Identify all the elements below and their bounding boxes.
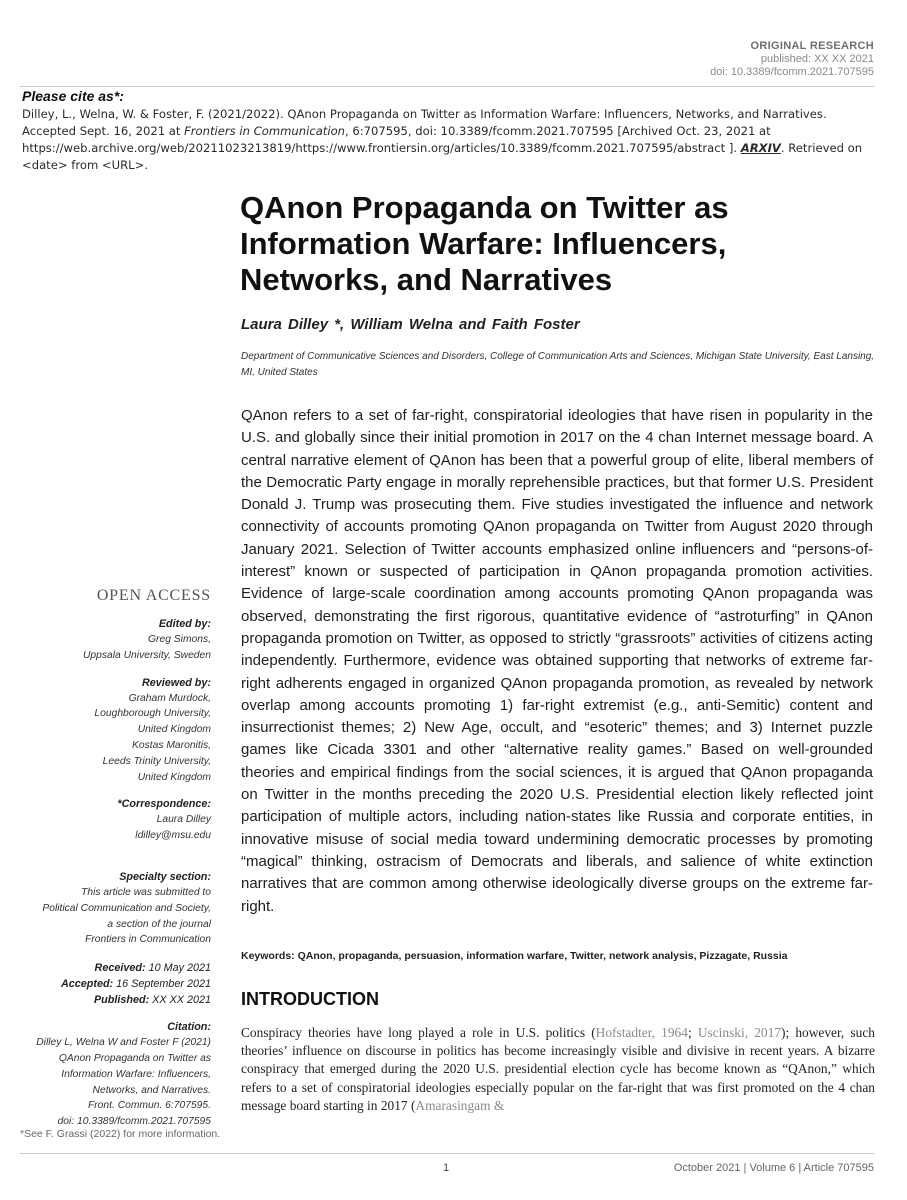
citation-line: doi: 10.3389/fcomm.2021.707595 <box>57 1116 211 1128</box>
reference-link-hofstadter[interactable]: Hofstadter, 1964 <box>595 1025 688 1040</box>
open-access-label: OPEN ACCESS <box>96 587 211 604</box>
citation-line: Front. Commun. 6:707595. <box>87 1100 211 1112</box>
published-value: XX XX 2021 <box>152 994 211 1007</box>
reference-link-amarasingam[interactable]: Amarasingam & <box>415 1097 505 1113</box>
abstract: QAnon refers to a set of far-right, conspiratorial ideologies that have risen in popularity in the U.S. and globally since their initial promotion in 2017 on the 4 chan Internet message board. A central narrative element of QAnon has been that a powerful group of elite, liberal members of the Democratic Party engage in morally reprehensible practices, but that former U.S. President Donald J. Trump was prosecuting them. Five studies investigated the influence and network connectivity of accounts promoting QAnon propaganda on Twitter from August 2020 through January 2021. Selection of Twitter accounts emphasized online influencers and “persons-of-interest” known or suspected of participation in QAnon propaganda promotion activities. Evidence of large-scale coordination among accounts promoting QAnon propaganda was observed, demonstrating the first rigorous, quantitative evidence of “astroturfing” in QAnon propaganda promotion on Twitter, as opposed to strictly “grassroots” activities of citizens acting independently. Furthermore, evidence was obtained supporting that networks of extreme far-right adherents engaged in organized QAnon propaganda promotion, as revealed by network overlap among accounts promoting 1) far-right extremist (e.g., anti-Semitic) content and insurrectionist themes; 2) New Age, occult, and “esoteric” themes; and 3) Internet puzzle games like Cicada 3301 and other “alternative reality games.” Based on well-grounded theories and empirical findings from the social sciences, it is argued that QAnon propaganda on Twitter in the months preceding the 2020 U.S. Presidential election likely reflected joint participation of multiple actors, including nation-states like Russia and corporate entities, in innovative misuse of social media toward undermining democratic processes by promoting “magical” thinking, ostracism of Democrats and liberals, and salience of white extinction narratives that are common among otherwise ideologically diverse groups on the extreme far-right. <box>241 407 873 915</box>
accepted-value: 16 September 2021 <box>116 978 211 991</box>
reviewer-country: United Kingdom <box>137 771 211 783</box>
header-doi: doi: 10.3389/fcomm.2021.707595 <box>710 66 874 78</box>
accepted-label: Accepted: <box>60 978 114 991</box>
keywords-label: Keywords: <box>241 950 295 962</box>
article-sidebar <box>1 587 211 1130</box>
specialty-line: This article was submitted to <box>81 886 211 898</box>
article-authors: Laura Dilley *, William Welna and Faith Foster <box>241 316 580 333</box>
published-date-sidebar <box>1 992 211 1008</box>
reviewer-name: Kostas Maronitis, <box>132 739 211 751</box>
published-label: Published: <box>93 994 150 1007</box>
footer-issue-info: October 2021 | Volume 6 | Article 707595 <box>673 1162 874 1174</box>
header-divider <box>20 86 874 87</box>
specialty-line: Frontiers in Communication <box>85 934 211 946</box>
reviewer-affiliation: Leeds Trinity University, <box>102 755 211 767</box>
editor-name: Greg Simons, <box>148 634 211 645</box>
citation-line: QAnon Propaganda on Twitter as <box>58 1052 211 1064</box>
intro-part-3: ); however, such theories’ influence on discourse in politics has become increasingly visible and divisive in recent years. A bizarre conspiracy that emerged during the 2020 U.S. presidential election cycle has become known as “QAnon,” which refers to a set of conspiratorial ideologies especially popular on the far-right that was first promoted on the 4 chan message board starting in 2017 ( <box>241 1025 875 1113</box>
specialty-line: Political Communication and Society, <box>42 902 211 914</box>
editor-affiliation: Uppsala University, Sweden <box>82 649 211 661</box>
specialty-section-label: Specialty section: <box>119 870 211 883</box>
received-label: Received: <box>94 962 146 975</box>
citation-part-3: . Retrieved on <date> from <URL>. <box>22 141 863 172</box>
reviewer-name: Graham Murdock, <box>128 692 211 704</box>
keywords <box>241 950 881 962</box>
citation-line: Information Warfare: Influencers, <box>61 1068 211 1080</box>
reviewer-country: United Kingdom <box>137 724 211 736</box>
citation-label: Citation: <box>167 1021 211 1034</box>
received-value: 10 May 2021 <box>148 962 211 975</box>
intro-part-2: ; <box>687 1025 698 1040</box>
reference-link-uscinski[interactable]: Uscinski, 2017 <box>697 1025 782 1040</box>
page-number: 1 <box>443 1162 450 1174</box>
keywords-list: QAnon, propaganda, persuasion, information warfare, Twitter, network analysis, Pizzagate, Russia <box>297 950 788 962</box>
author-affiliation: Department of Communicative Sciences and Disorders, College of Communication Arts and Sciences, Michigan State University, East Lansing, MI, United States <box>241 351 875 378</box>
introduction-heading: INTRODUCTION <box>241 989 379 1009</box>
arxiv-link[interactable]: ARXIV <box>740 141 781 155</box>
correspondence-email[interactable]: ldilley@msu.edu <box>135 830 211 842</box>
correspondence-name: Laura Dilley <box>156 814 211 826</box>
citation-line: Networks, and Narratives. <box>92 1084 211 1096</box>
citation-heading: Please cite as*: <box>22 88 124 104</box>
citation-notice <box>22 88 882 174</box>
published-date: published: XX XX 2021 <box>760 53 874 65</box>
specialty-line: a section of the journal <box>107 918 211 930</box>
footer-divider <box>20 1153 874 1154</box>
citation-part-2: , 6:707595, doi: 10.3389/fcomm.2021.707595 [Archived Oct. 23, 2021 at https://web.archive.org/web/20211023213819/https://www.frontiersin.org/articles/10.3389/fcomm.2021.707595/abstract ]. <box>22 124 771 155</box>
citation-line: Dilley L, Welna W and Foster F (2021) <box>36 1037 211 1049</box>
citation-text <box>22 106 882 174</box>
correspondence-label: *Correspondence: <box>117 798 211 811</box>
intro-part-1: Conspiracy theories have long played a role in U.S. politics ( <box>241 1025 596 1040</box>
edited-by-label: Edited by: <box>158 618 211 630</box>
citation-part-1: Dilley, L., Welna, W. & Foster, F. (2021/2022). QAnon Propaganda on Twitter as Information Warfare: Influencers, Networks, and Narratives. Accepted Sept. 16, 2021 at <box>22 107 827 138</box>
footnote: *See F. Grassi (2022) for more information. <box>20 1128 221 1140</box>
received-date <box>1 960 211 976</box>
introduction-text <box>241 1024 875 1115</box>
article-type-label: ORIGINAL RESEARCH <box>750 40 874 52</box>
accepted-date <box>1 976 211 992</box>
reviewed-by-label: Reviewed by: <box>141 676 211 689</box>
reviewer-affiliation: Loughborough University, <box>94 708 211 720</box>
article-title: QAnon Propaganda on Twitter as Information Warfare: Influencers, Networks, and Narratives <box>240 190 729 297</box>
article-header <box>710 40 874 79</box>
citation-journal: Frontiers in Communication <box>184 124 346 138</box>
